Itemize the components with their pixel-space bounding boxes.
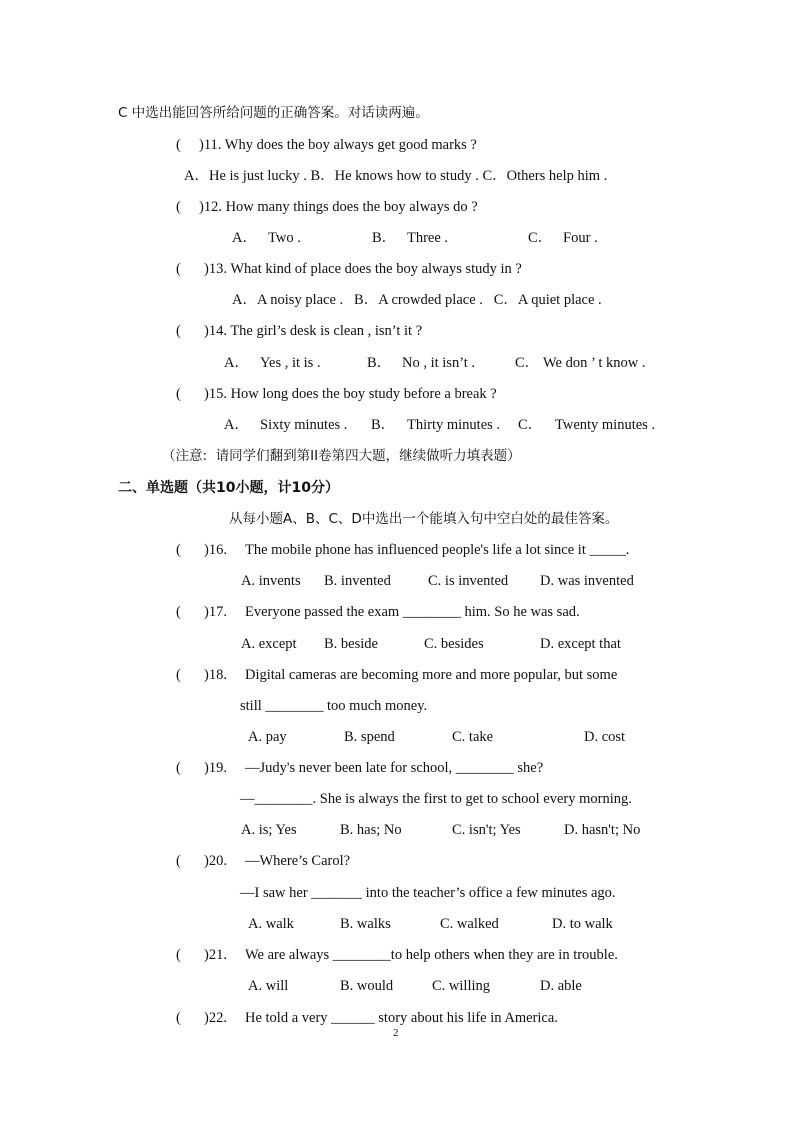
option-15-c: Twenty minutes .	[555, 417, 656, 433]
option-a: A. invents	[241, 573, 301, 589]
option-12-b-label: B．	[372, 230, 397, 246]
answer-paren: (	[176, 386, 181, 402]
options-11: A．He is just lucky . B．He knows how to study . C．Others help him .	[184, 168, 608, 184]
option-d: D. hasn't; No	[564, 822, 641, 838]
option-14-c: We don ’ t know .	[543, 355, 646, 371]
option-d: D. was invented	[540, 573, 634, 589]
option-14-b-label: B．	[367, 355, 392, 371]
option-d: D. except that	[540, 636, 621, 652]
option-c: C. walked	[440, 916, 499, 932]
question-11: )11. Why does the boy always get good marks ?	[199, 137, 477, 153]
option-b: B. beside	[324, 636, 378, 652]
option-d: D. able	[540, 978, 582, 994]
option-c: C. take	[452, 729, 494, 745]
option-14-c-label: C．	[515, 355, 540, 371]
answer-paren: (	[176, 199, 181, 215]
answer-paren: (	[176, 1010, 181, 1026]
intro-line: C 中选出能回答所给问题的正确答案。对话读两遍。	[118, 105, 429, 121]
note-line: （注意: 请同学们翻到第II卷第四大题，继续做听力填表题）	[162, 448, 521, 464]
option-12-a-label: A．	[232, 230, 257, 246]
option-15-b-label: B．	[371, 417, 396, 433]
option-a: A. will	[248, 978, 289, 994]
question-18-text: Digital cameras are becoming more and more popular, but some	[245, 667, 618, 683]
option-b: B. invented	[324, 573, 391, 589]
question-22-text: He told a very ______ story about his life in America.	[245, 1010, 558, 1026]
option-15-b: Thirty minutes .	[407, 417, 501, 433]
answer-paren: (	[176, 667, 181, 683]
option-a: A. pay	[248, 729, 287, 745]
answer-paren: (	[176, 760, 181, 776]
option-12-c: Four .	[563, 230, 598, 246]
answer-paren: (	[176, 137, 181, 153]
question-number: )17.	[204, 604, 227, 620]
question-17-text: Everyone passed the exam ________ him. So he was sad.	[245, 604, 580, 620]
answer-paren: (	[176, 604, 181, 620]
question-16-text: The mobile phone has influenced people's life a lot since it _____.	[245, 542, 630, 558]
option-c: C. is invented	[428, 573, 509, 589]
option-b: B. has; No	[340, 822, 402, 838]
option-b: B. walks	[340, 916, 391, 932]
option-12-a: Two .	[268, 230, 301, 246]
option-12-b: Three .	[407, 230, 449, 246]
question-number: )20.	[204, 853, 227, 869]
option-a: A. is; Yes	[241, 822, 297, 838]
question-18-text-cont: still ________ too much money.	[240, 698, 428, 714]
question-number: )21.	[204, 947, 227, 963]
option-b: B. would	[340, 978, 394, 994]
page-number: 2	[393, 1027, 399, 1039]
option-b: B. spend	[344, 729, 395, 745]
option-c: C. isn't; Yes	[452, 822, 521, 838]
question-number: )22.	[204, 1010, 227, 1026]
question-number: )19.	[204, 760, 227, 776]
section-heading: 二、单选题（共10小题，计10分）	[118, 480, 339, 496]
question-20-text: —Where’s Carol?	[245, 853, 351, 869]
answer-paren: (	[176, 947, 181, 963]
option-c: C. besides	[424, 636, 484, 652]
option-a: A. walk	[248, 916, 294, 932]
answer-paren: (	[176, 323, 181, 339]
question-number: )18.	[204, 667, 227, 683]
option-15-c-label: C．	[518, 417, 543, 433]
question-number: )16.	[204, 542, 227, 558]
answer-paren: (	[176, 261, 181, 277]
question-13: )13. What kind of place does the boy always study in ?	[204, 261, 522, 277]
answer-paren: (	[176, 853, 181, 869]
question-15: )15. How long does the boy study before a break ?	[204, 386, 497, 402]
option-d: D. cost	[584, 729, 626, 745]
section-instruction: 从每小题A、B、C、D中选出一个能填入句中空白处的最佳答案。	[229, 511, 619, 527]
question-19-text-cont: —________. She is always the first to get to school every morning.	[240, 791, 632, 807]
option-c: C. willing	[432, 978, 491, 994]
option-15-a-label: A．	[224, 417, 249, 433]
question-12: )12. How many things does the boy always do ?	[199, 199, 478, 215]
option-14-b: No , it isn’t .	[402, 355, 476, 371]
option-12-c-label: C．	[528, 230, 553, 246]
question-14: )14. The girl’s desk is clean , isn’t it ?	[204, 323, 423, 339]
option-d: D. to walk	[552, 916, 613, 932]
options-13: A．A noisy place . B．A crowded place . C．A quiet place .	[232, 292, 602, 308]
question-19-text: —Judy's never been late for school, ________ she?	[245, 760, 544, 776]
answer-paren: (	[176, 542, 181, 558]
option-14-a-label: A．	[224, 355, 249, 371]
question-20-text-cont: —I saw her _______ into the teacher’s office a few minutes ago.	[240, 885, 616, 901]
option-14-a: Yes , it is .	[260, 355, 321, 371]
option-a: A. except	[241, 636, 297, 652]
option-15-a: Sixty minutes .	[260, 417, 348, 433]
question-21-text: We are always ________to help others when they are in trouble.	[245, 947, 618, 963]
